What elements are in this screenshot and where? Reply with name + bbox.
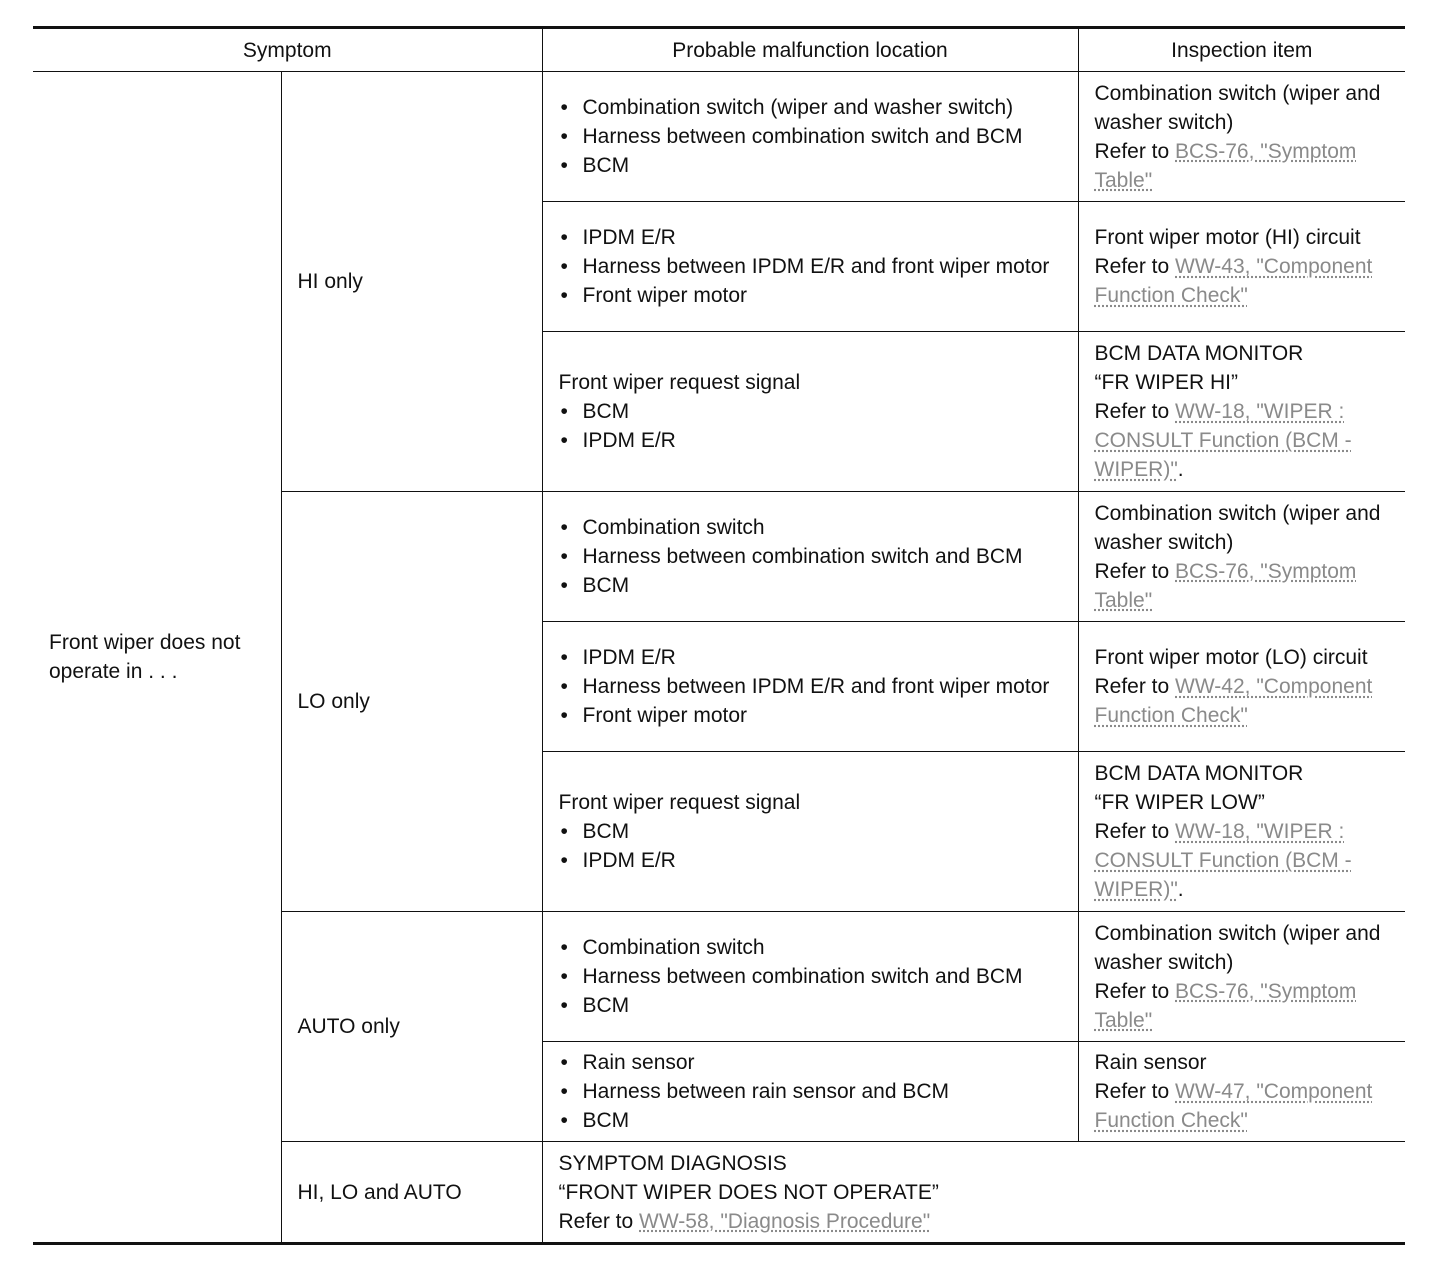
- reference-link[interactable]: BCS-76, "Symptom Table": [1094, 559, 1357, 612]
- refer-line: [1095, 1077, 1390, 1135]
- refer-line: [1095, 557, 1390, 615]
- location-list: [559, 223, 1062, 310]
- list-item: • Front wiper motor: [559, 281, 1062, 310]
- inspection-line: Combination switch (wiper and washer switch): [1094, 501, 1381, 554]
- location-lead: Front wiper request signal: [558, 791, 801, 814]
- list-item: • BCM: [559, 397, 1062, 426]
- list-item: • Rain sensor: [559, 1048, 1062, 1077]
- list-item: • Combination switch (wiper and washer switch): [559, 93, 1062, 122]
- list-item: • Harness between rain sensor and BCM: [559, 1077, 1062, 1106]
- location-list: [559, 513, 1062, 600]
- reference-link[interactable]: BCS-76, "Symptom Table": [1094, 979, 1357, 1032]
- inspection-line: Front wiper motor (LO) circuit: [1094, 646, 1368, 669]
- refer-line: [1095, 977, 1390, 1035]
- reference-link[interactable]: BCS-76, "Symptom Table": [1094, 139, 1357, 192]
- list-item: • BCM: [559, 151, 1062, 180]
- inspection-cell: [1078, 622, 1405, 752]
- refer-prefix: Refer to: [1094, 820, 1176, 843]
- refer-line: [1095, 397, 1390, 484]
- combined-cell: [542, 1142, 1405, 1244]
- location-cell: [542, 202, 1078, 332]
- refer-suffix: .: [1177, 458, 1184, 481]
- inspection-line: BCM DATA MONITOR: [1094, 342, 1304, 365]
- location-list: [559, 397, 1062, 455]
- refer-line: [559, 1207, 1390, 1236]
- refer-prefix: Refer to: [558, 1209, 640, 1233]
- inspection-line: “FR WIPER HI”: [1094, 371, 1238, 394]
- location-cell: [542, 752, 1078, 912]
- header-symptom: Symptom: [33, 28, 542, 72]
- location-lead: Front wiper request signal: [558, 371, 801, 394]
- symptom-cell: Front wiper does not operate in . . .: [33, 72, 281, 1244]
- refer-prefix: Refer to: [1094, 255, 1176, 278]
- mode-cell: AUTO only: [281, 912, 542, 1142]
- table-body: [33, 72, 1405, 1244]
- list-item: • Combination switch: [559, 513, 1062, 542]
- list-item: • IPDM E/R: [559, 426, 1062, 455]
- inspection-line: BCM DATA MONITOR: [1094, 762, 1304, 785]
- list-item: • Combination switch: [559, 933, 1062, 962]
- reference-link[interactable]: WW-18, "WIPER : CONSULT Function (BCM - WIPER)": [1094, 820, 1352, 901]
- list-item: • BCM: [559, 817, 1062, 846]
- location-list: [559, 643, 1062, 730]
- mode-cell: LO only: [281, 492, 542, 912]
- inspection-cell: [1078, 72, 1405, 202]
- refer-prefix: Refer to: [1094, 1080, 1176, 1103]
- list-item: • Harness between IPDM E/R and front wiper motor: [559, 672, 1062, 701]
- inspection-cell: [1078, 912, 1405, 1042]
- list-item: • IPDM E/R: [559, 643, 1062, 672]
- refer-prefix: Refer to: [1094, 559, 1176, 583]
- reference-link[interactable]: WW-47, "Component Function Check": [1094, 1080, 1373, 1132]
- location-list: [559, 93, 1062, 180]
- refer-prefix: Refer to: [1094, 675, 1176, 698]
- location-cell: [542, 912, 1078, 1042]
- symptom-table: [33, 26, 1405, 1245]
- list-item: • Harness between combination switch and BCM: [559, 962, 1062, 991]
- list-item: • BCM: [559, 1106, 1062, 1135]
- location-list: [559, 933, 1062, 1020]
- list-item: • BCM: [559, 991, 1062, 1020]
- list-item: • Front wiper motor: [559, 701, 1062, 730]
- refer-prefix: Refer to: [1094, 979, 1176, 1003]
- inspection-cell: [1078, 1042, 1405, 1142]
- refer-line: [1095, 252, 1390, 310]
- combined-line: SYMPTOM DIAGNOSIS: [558, 1151, 787, 1175]
- reference-link[interactable]: WW-18, "WIPER : CONSULT Function (BCM - WIPER)": [1094, 400, 1352, 481]
- refer-line: [1095, 817, 1390, 904]
- list-item: • Harness between IPDM E/R and front wiper motor: [559, 252, 1062, 281]
- table-row: [33, 72, 1405, 202]
- location-cell: [542, 492, 1078, 622]
- list-item: • Harness between combination switch and BCM: [559, 122, 1062, 151]
- inspection-cell: [1078, 752, 1405, 912]
- location-cell: [542, 332, 1078, 492]
- list-item: • IPDM E/R: [559, 223, 1062, 252]
- inspection-cell: [1078, 202, 1405, 332]
- inspection-line: Rain sensor: [1094, 1051, 1207, 1074]
- combined-line: “FRONT WIPER DOES NOT OPERATE”: [558, 1180, 939, 1204]
- inspection-line: Combination switch (wiper and washer switch): [1094, 81, 1381, 134]
- refer-prefix: Refer to: [1094, 400, 1176, 423]
- mode-cell: HI, LO and AUTO: [281, 1142, 542, 1244]
- inspection-line: “FR WIPER LOW”: [1094, 791, 1265, 814]
- reference-link[interactable]: WW-42, "Component Function Check": [1094, 675, 1373, 727]
- inspection-cell: [1078, 492, 1405, 622]
- refer-line: [1095, 137, 1390, 195]
- list-item: • IPDM E/R: [559, 846, 1062, 875]
- header-location: Probable malfunction location: [542, 28, 1078, 72]
- refer-suffix: .: [1177, 878, 1184, 901]
- inspection-line: Combination switch (wiper and washer switch): [1094, 921, 1381, 974]
- list-item: • Harness between combination switch and BCM: [559, 542, 1062, 571]
- list-item: • BCM: [559, 571, 1062, 600]
- location-list: [559, 817, 1062, 875]
- reference-link[interactable]: WW-43, "Component Function Check": [1094, 255, 1373, 307]
- location-cell: [542, 72, 1078, 202]
- location-list: [559, 1048, 1062, 1135]
- mode-cell: HI only: [281, 72, 542, 492]
- inspection-cell: [1078, 332, 1405, 492]
- refer-prefix: Refer to: [1094, 139, 1176, 163]
- location-cell: [542, 1042, 1078, 1142]
- refer-line: [1095, 672, 1390, 730]
- header-row: [33, 28, 1405, 72]
- inspection-line: Front wiper motor (HI) circuit: [1094, 226, 1361, 249]
- header-inspection: Inspection item: [1078, 28, 1405, 72]
- reference-link[interactable]: WW-58, "Diagnosis Procedure": [639, 1209, 931, 1233]
- location-cell: [542, 622, 1078, 752]
